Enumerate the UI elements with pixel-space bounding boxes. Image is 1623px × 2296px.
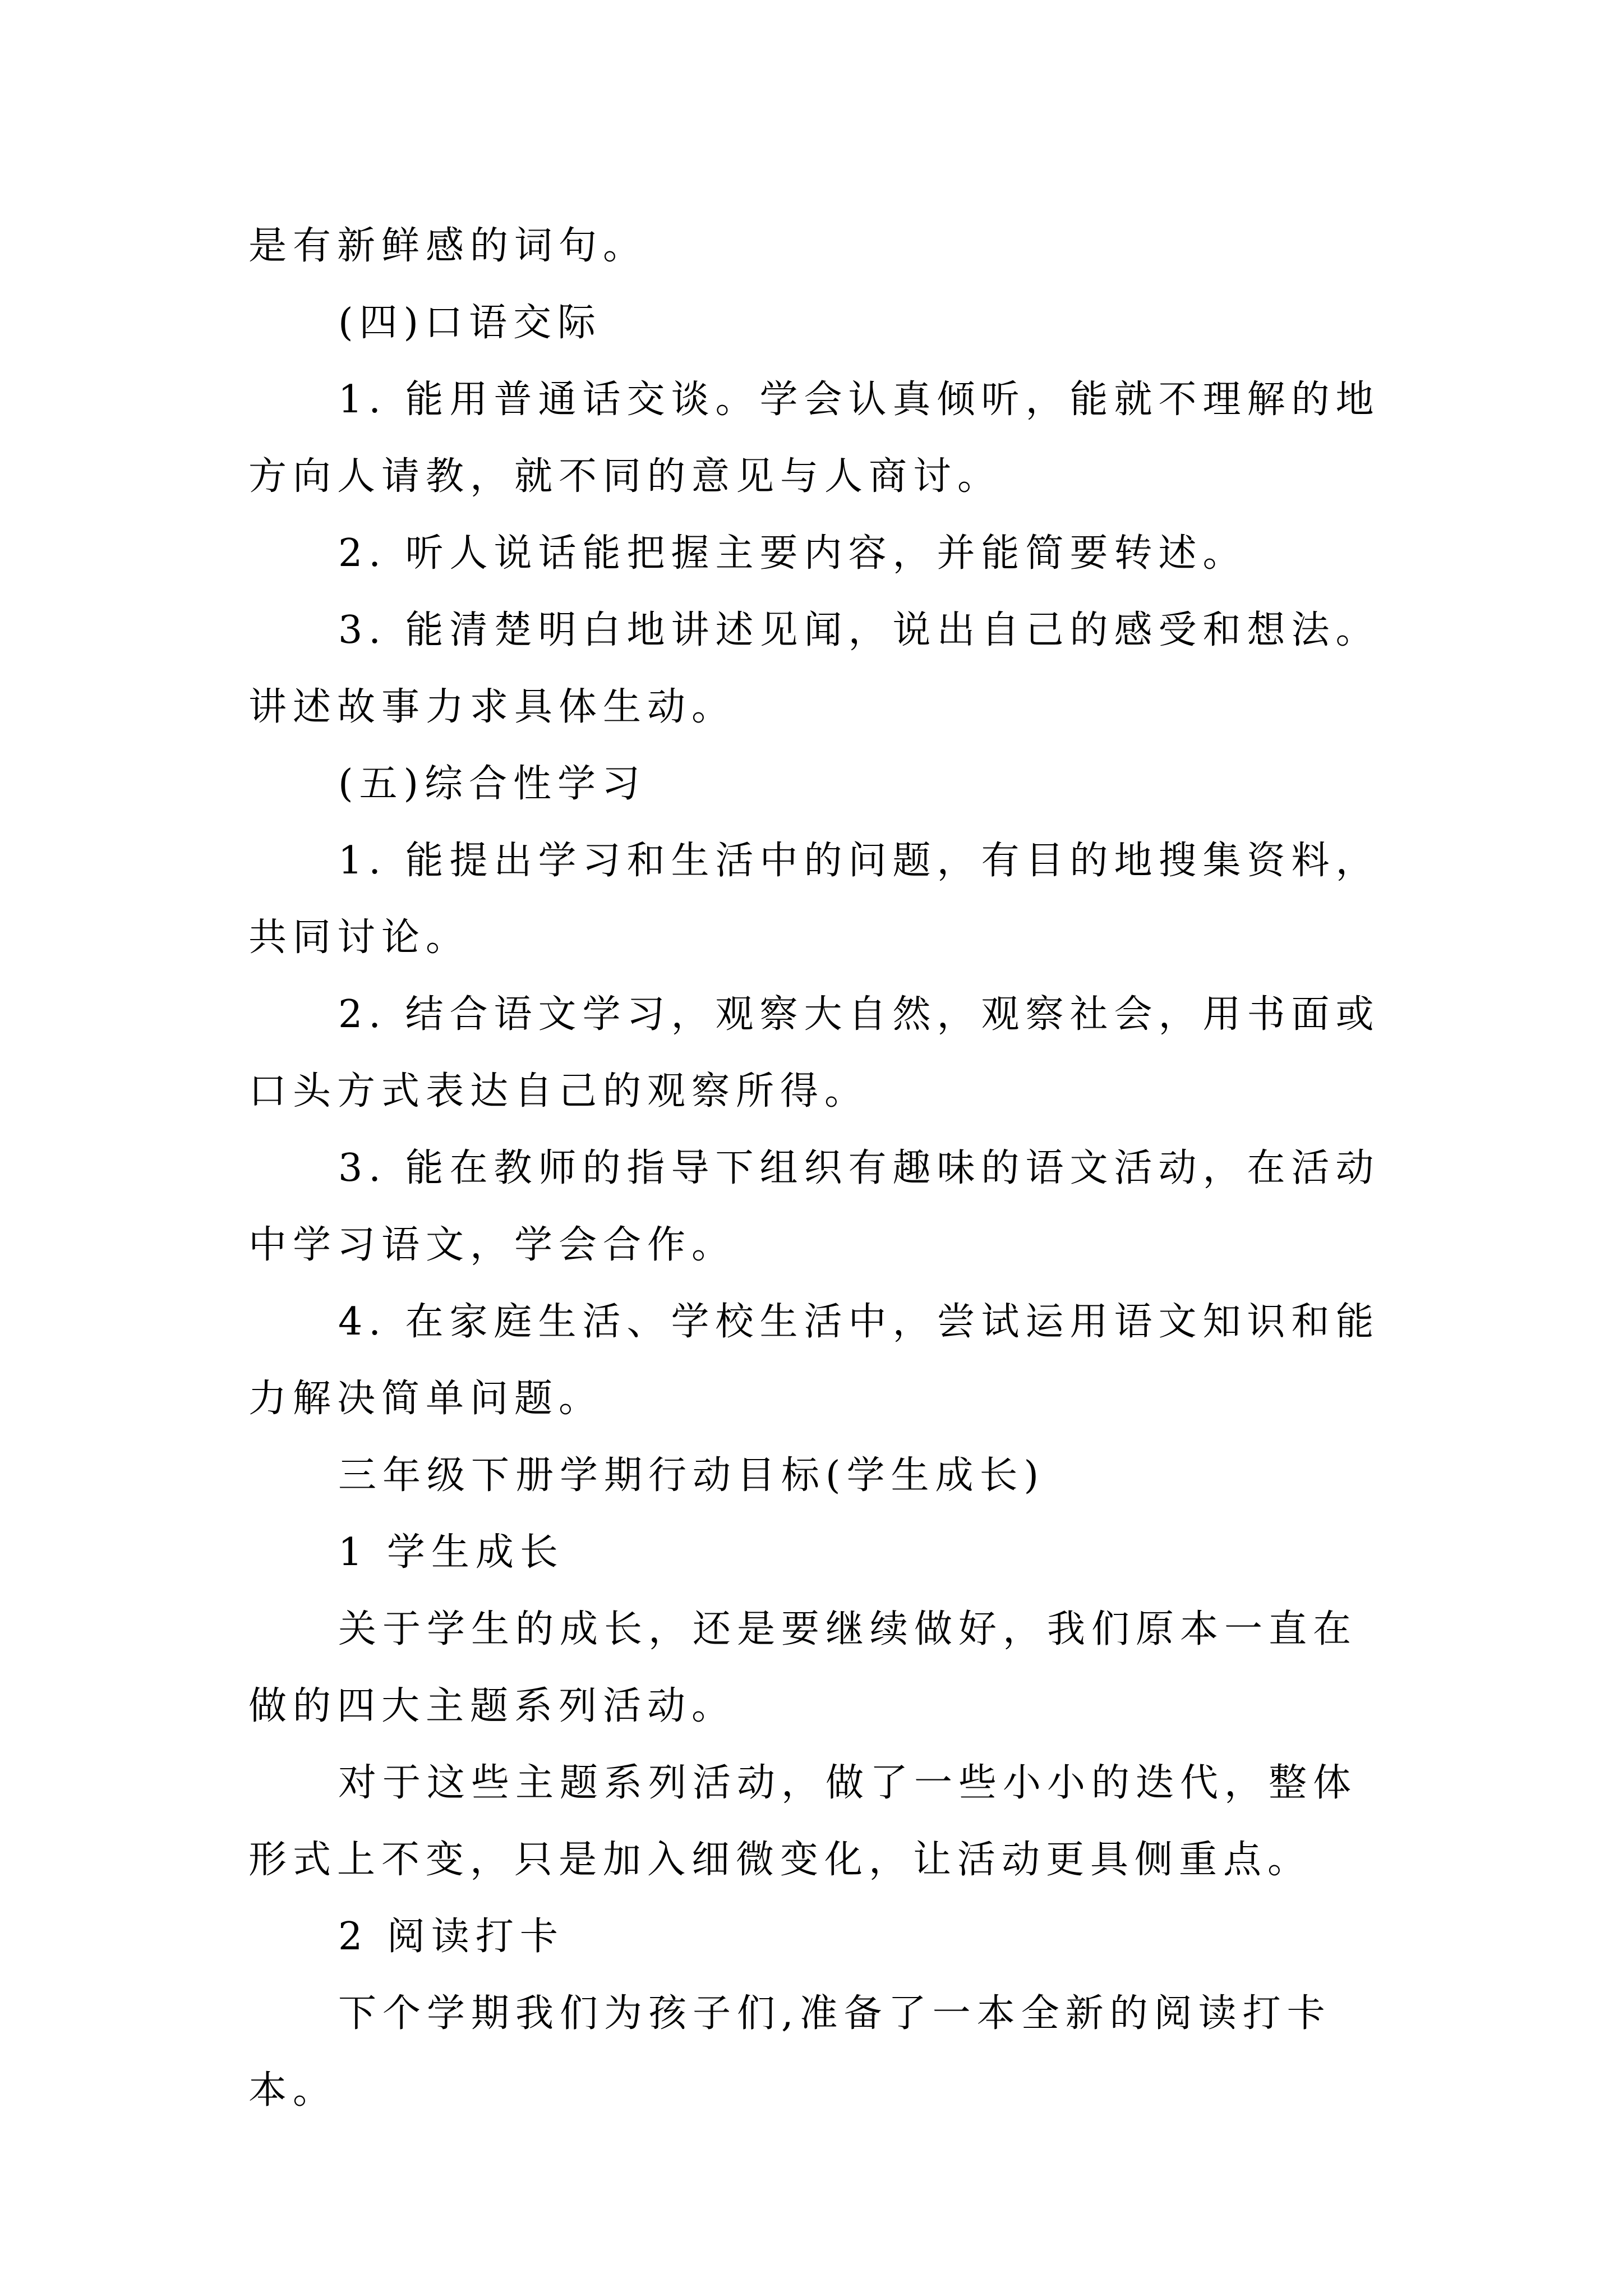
- paragraph: 关于学生的成长，还是要继续做好，我们原本一直在做的四大主题系列活动。: [248, 1607, 1358, 1728]
- paragraph: 对于这些主题系列活动，做了一些小小的迭代，整体形式上不变，只是加入细微变化，让活动更具侧重点。: [248, 1761, 1358, 1882]
- list-item: 3. 能在教师的指导下组织有趣味的语文活动，在活动中学习语文，学会合作。: [248, 1146, 1380, 1267]
- list-item: 2. 结合语文学习，观察大自然，观察社会，用书面或口头方式表达自己的观察所得。: [248, 992, 1380, 1114]
- document-body: [248, 208, 1387, 2129]
- section-heading: (五)综合性学习: [338, 762, 647, 806]
- paragraph: 是有新鲜感的词句。: [248, 224, 648, 268]
- list-item: 4. 在家庭生活、学校生活中，尝试运用语文知识和能力解决简单问题。: [248, 1300, 1380, 1421]
- list-item: 1. 能提出学习和生活中的问题，有目的地搜集资料，共同讨论。: [248, 839, 1380, 960]
- list-item: 1. 能用普通话交谈。学会认真倾听，能就不理解的地方向人请教，就不同的意见与人商讨。: [248, 378, 1380, 499]
- paragraph: 下个学期我们为孩子们,准备了一本全新的阅读打卡本。: [248, 1991, 1331, 2113]
- section-heading: (四)口语交际: [338, 301, 602, 345]
- section-heading: 三年级下册学期行动目标(学生成长): [338, 1453, 1045, 1498]
- list-item: 3. 能清楚明白地讲述见闻，说出自己的感受和想法。讲述故事力求具体生动。: [248, 608, 1380, 729]
- subsection-heading: 1 学生成长: [338, 1530, 564, 1575]
- subsection-heading: 2 阅读打卡: [338, 1915, 564, 1959]
- list-item: 2. 听人说话能把握主要内容，并能简要转述。: [338, 531, 1247, 576]
